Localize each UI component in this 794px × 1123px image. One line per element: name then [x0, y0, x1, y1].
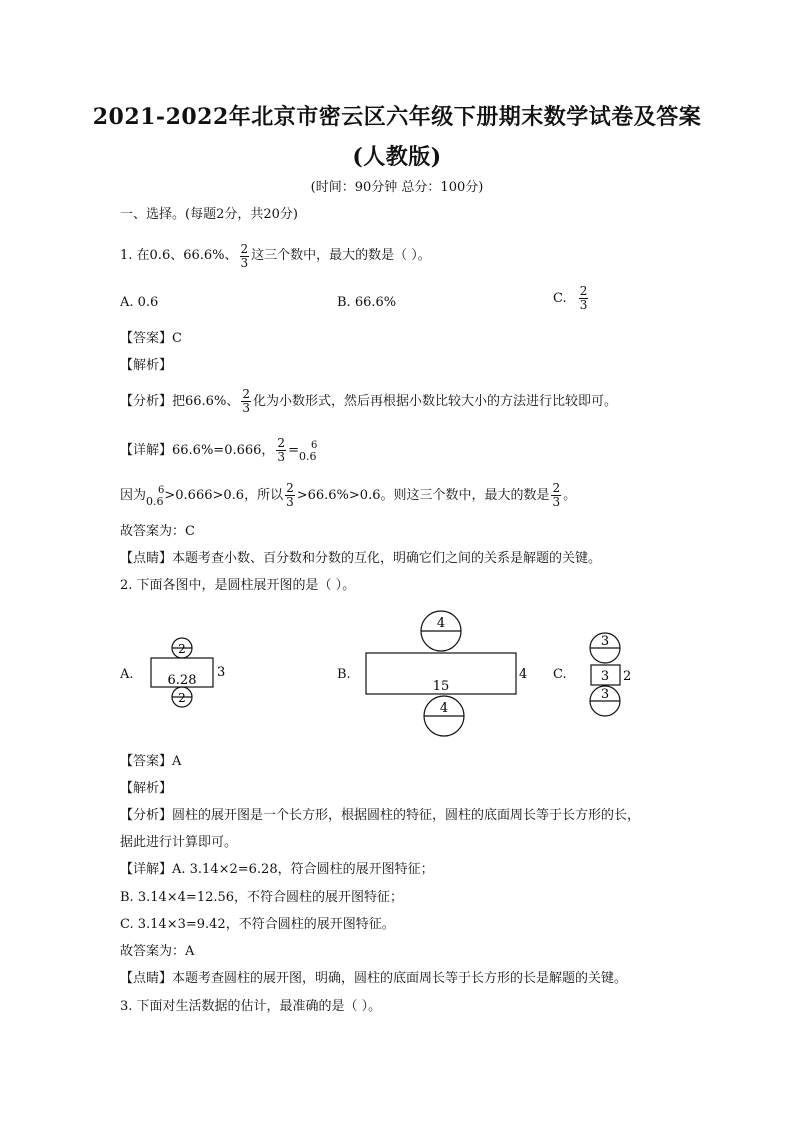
q1-xiangjie-before: 【详解】66.6%=0.666，	[120, 443, 275, 458]
figure-c-top-circle-label: 3	[600, 634, 610, 649]
q1-stem-before: 1. 在0.6、66.6%、	[120, 248, 238, 263]
repeating-decimal	[146, 485, 164, 507]
q1-because-before: 因为	[120, 488, 147, 503]
figure-c-height-label: 2	[623, 669, 632, 684]
q2-answer: 【答案】A	[120, 754, 182, 769]
fraction	[241, 388, 251, 415]
question-3-stem: 3. 下面对生活数据的估计，最准确的是（ ）。	[120, 999, 382, 1014]
q1-fenxi-after: 化为小数形式，然后再根据小数比较大小的方法进行比较即可。	[252, 394, 617, 409]
fraction-denominator: 3	[286, 495, 294, 509]
page-subtitle: (人教版)	[352, 144, 442, 170]
fraction-denominator: 3	[277, 450, 286, 464]
fraction	[240, 243, 250, 270]
question-2-stem: 2. 下面各图中，是圆柱展开图的是（ ）。	[120, 578, 356, 593]
figure-a-bottom-circle-label: 2	[178, 691, 186, 705]
q1-answer: 【答案】C	[120, 331, 182, 346]
repeating-decimal-base: 0.6	[298, 449, 317, 463]
page-title: 2021-2022年北京市密云区六年级下册期末数学试卷及答案	[92, 104, 702, 130]
fraction	[551, 482, 561, 509]
fraction-numerator: 2	[286, 481, 294, 495]
q2-analysis-label: 【解析】	[120, 781, 173, 796]
section-heading: 一、选择。(每题2分，共20分)	[120, 207, 298, 222]
repeating-decimal	[299, 440, 317, 462]
q1-stem-after: 这三个数中，最大的数是（ ）。	[251, 248, 431, 263]
figure-a-length-label: 6.28	[167, 673, 197, 688]
fraction-numerator: 2	[240, 242, 249, 256]
fraction-denominator: 3	[579, 298, 588, 312]
fraction	[579, 285, 589, 312]
q1-option-b: B. 66.6%	[337, 295, 397, 310]
q2-xiangjie-a: 【详解】A. 3.14×2=6.28，符合圆柱的展开图特征；	[120, 862, 434, 877]
q2-xiangjie-b: B. 3.14×4=12.56，不符合圆柱的展开图特征；	[120, 890, 404, 905]
fraction-numerator: 2	[579, 284, 588, 298]
q1-because-end: 。	[563, 488, 577, 503]
q1-option-c-label: C.	[553, 291, 567, 306]
fraction-denominator: 3	[552, 495, 561, 509]
q1-option-c	[553, 285, 590, 312]
figure-c-label: C.	[553, 667, 567, 682]
fraction	[276, 437, 286, 464]
q2-xiangjie-c: C. 3.14×3=9.42，不符合圆柱的展开图特征。	[120, 917, 395, 932]
exam-info: (时间：90分钟 总分：100分)	[310, 180, 484, 195]
q1-analysis-label: 【解析】	[120, 358, 173, 373]
figure-c-length-label: 3	[600, 669, 610, 684]
q1-dianjing: 【点睛】本题考查小数、百分数和分数的互化，明确它们之间的关系是解题的关键。	[120, 551, 602, 566]
q2-fenxi-line2: 据此进行计算即可。	[120, 835, 238, 850]
figure-b-bottom-circle-label: 4	[439, 701, 449, 716]
q1-fenxi	[120, 388, 617, 415]
figure-a-label: A.	[120, 667, 134, 682]
q1-option-a: A. 0.6	[120, 295, 159, 310]
figure-b-top-circle-label: 4	[436, 616, 446, 631]
fraction	[285, 482, 295, 509]
fraction-denominator: 3	[240, 256, 249, 270]
q1-conclusion: 故答案为：C	[120, 524, 195, 539]
q2-fenxi-line1: 【分析】圆柱的展开图是一个长方形，根据圆柱的特征，圆柱的底面周长等于长方形的长，	[120, 808, 641, 823]
figure-b-label: B.	[337, 667, 351, 682]
figure-a-height-label: 3	[217, 665, 226, 680]
q2-dianjing: 【点睛】本题考查圆柱的展开图，明确，圆柱的底面周长等于长方形的长是解题的关键。	[120, 971, 628, 986]
q1-because-mid: >0.666>0.6，所以	[164, 488, 284, 503]
figure-c-bottom-circle-label: 3	[600, 687, 610, 702]
repeating-decimal-base: 0.6	[146, 494, 164, 508]
fraction-denominator: 3	[242, 401, 250, 415]
question-1-stem	[120, 243, 431, 270]
equals-sign: =	[288, 443, 299, 458]
q1-xiangjie	[120, 437, 317, 464]
q1-because-after: >66.6%>0.6。则这三个数中，最大的数是	[296, 488, 550, 503]
q2-conclusion: 故答案为：A	[120, 944, 195, 959]
fraction-numerator: 2	[277, 436, 286, 450]
cylinder-net-figures	[0, 610, 794, 750]
figure-b-height-label: 4	[519, 667, 528, 682]
repeating-digit-dot: 6	[310, 439, 318, 451]
fraction-numerator: 2	[242, 387, 250, 401]
fraction-numerator: 2	[552, 481, 561, 495]
repeating-digit-dot: 6	[158, 484, 165, 496]
q1-fenxi-before: 【分析】把66.6%、	[120, 394, 240, 409]
q1-because	[120, 482, 576, 509]
figure-a-top-circle-label: 2	[178, 642, 186, 656]
figure-b-length-label: 15	[432, 679, 450, 694]
